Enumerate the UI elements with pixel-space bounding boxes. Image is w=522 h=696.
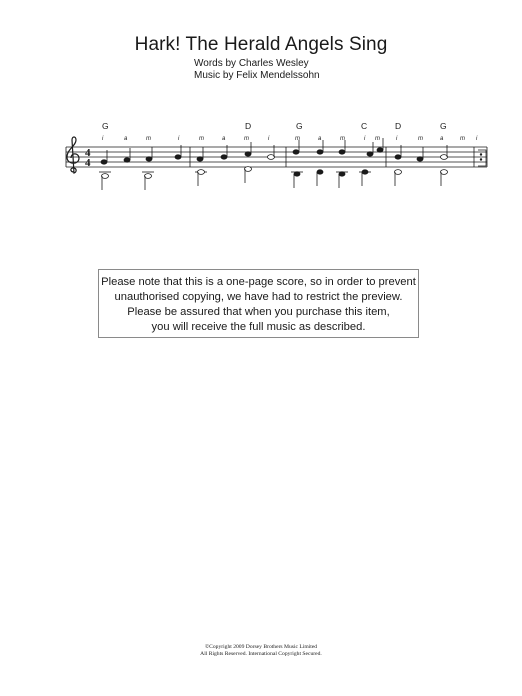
fingering: a bbox=[124, 136, 128, 142]
fingering: m bbox=[340, 136, 345, 142]
credits bbox=[194, 58, 320, 82]
fingering: i bbox=[364, 136, 366, 142]
chord-symbol: C bbox=[361, 121, 368, 131]
chord-symbol: G bbox=[440, 121, 447, 131]
fingering: a bbox=[222, 136, 226, 142]
music-credit: Music by Felix Mendelssohn bbox=[194, 70, 320, 81]
notice-line: Please note that this is a one-page score, so in order to prevent bbox=[101, 276, 416, 288]
copyright-line: ©Copyright 2009 Dorsey Brothers Music Limited bbox=[204, 644, 318, 650]
bass-notes bbox=[99, 167, 448, 190]
fingering: a bbox=[318, 136, 322, 142]
fingering: i bbox=[396, 136, 398, 142]
time-signature-bottom: 4 bbox=[85, 157, 91, 169]
score-title: Hark! The Herald Angels Sing bbox=[134, 34, 388, 55]
notice-line: Please be assured that when you purchase this item, bbox=[127, 306, 390, 318]
fingering: m bbox=[375, 136, 380, 142]
copyright-line: All Rights Reserved. International Copyright Secured. bbox=[200, 651, 322, 657]
repeat-sign bbox=[478, 150, 486, 166]
preview-notice bbox=[98, 269, 419, 338]
fingering: m bbox=[418, 136, 423, 142]
music-staff-system bbox=[0, 110, 522, 220]
fingering: a bbox=[440, 136, 444, 142]
chord-symbol: D bbox=[245, 121, 252, 131]
fingering: m bbox=[244, 136, 249, 142]
words-credit: Words by Charles Wesley bbox=[194, 58, 309, 69]
time-signature-top: 4 bbox=[85, 147, 91, 159]
chord-symbol: G bbox=[296, 121, 303, 131]
chord-symbol: D bbox=[395, 121, 402, 131]
fingering: i bbox=[268, 136, 270, 142]
copyright-notice bbox=[0, 644, 522, 658]
fingering: i bbox=[102, 136, 104, 142]
fingering: m bbox=[295, 136, 300, 142]
treble-clef-icon bbox=[67, 137, 79, 173]
fingering: m bbox=[460, 136, 465, 142]
fingering: i bbox=[476, 136, 478, 142]
notice-line: you will receive the full music as described. bbox=[151, 321, 366, 333]
fingering: m bbox=[199, 136, 204, 142]
chord-symbol: G bbox=[102, 121, 109, 131]
notice-line: unauthorised copying, we have had to restrict the preview. bbox=[114, 291, 403, 303]
fingering: m bbox=[146, 136, 151, 142]
fingering: i bbox=[178, 136, 180, 142]
